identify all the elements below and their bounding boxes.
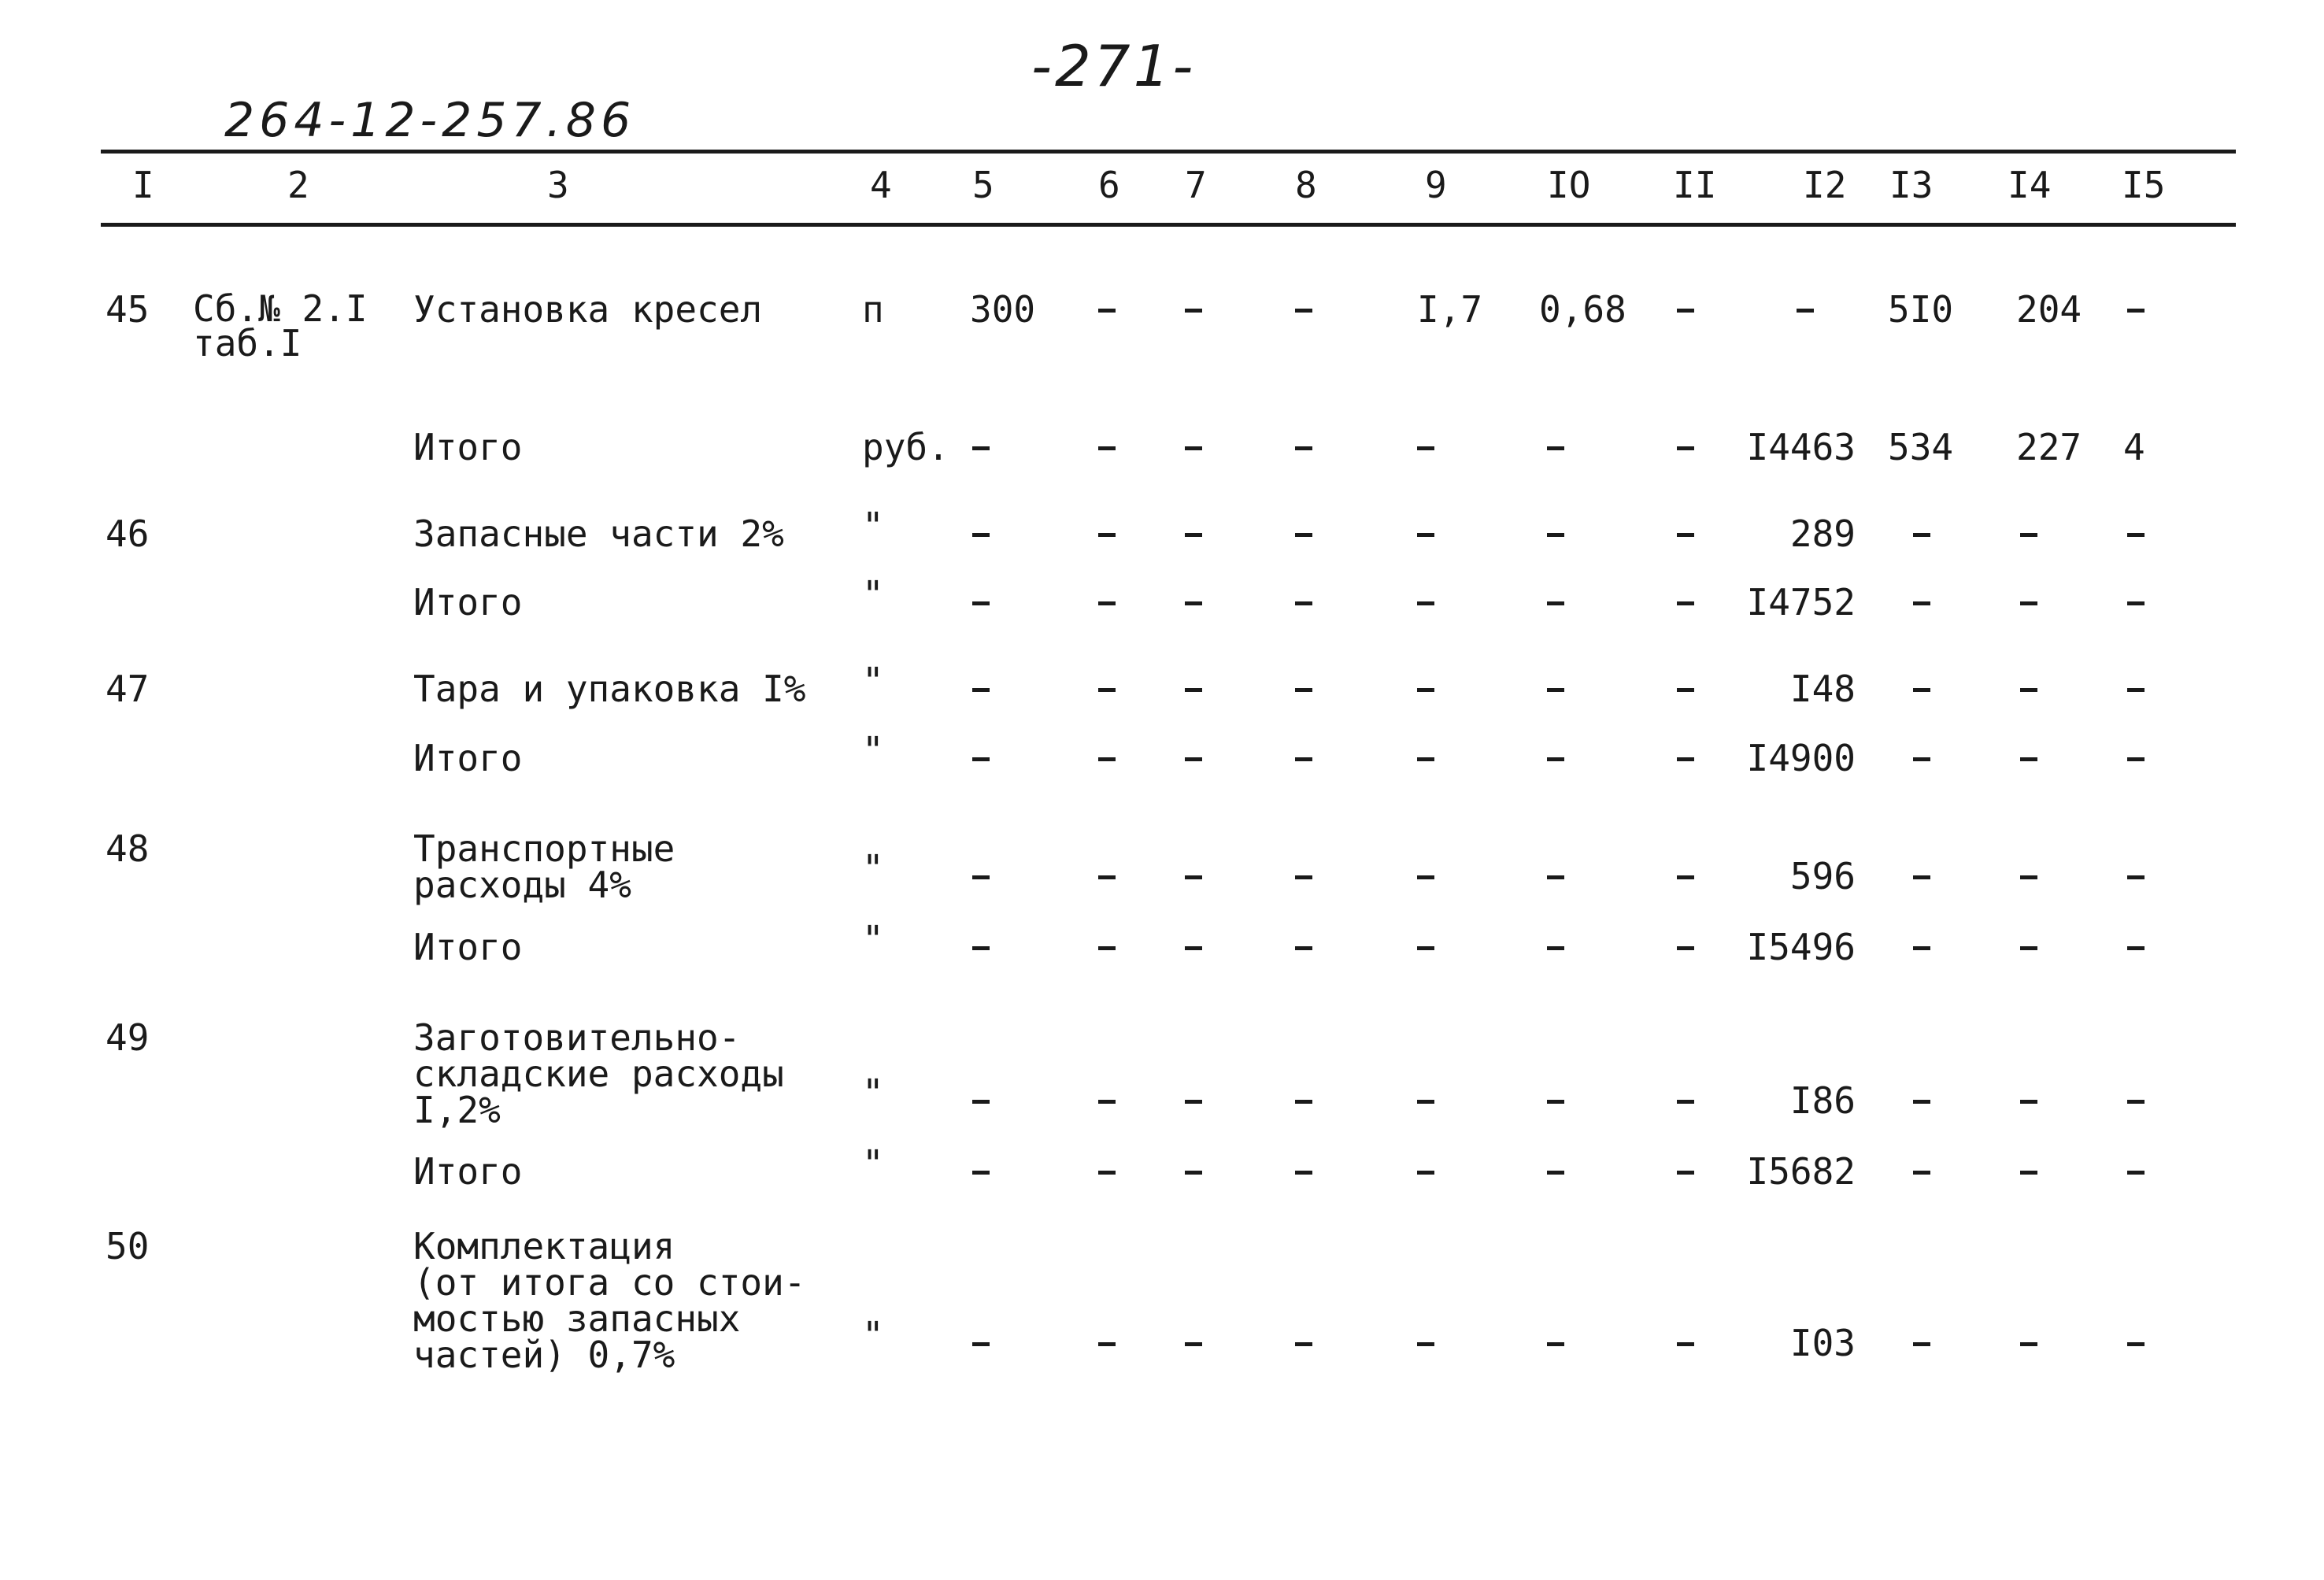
row-name: Итого [413, 926, 523, 968]
empty-value-dash [1417, 446, 1434, 450]
value-c14: 204 [2016, 288, 2082, 331]
empty-value-dash [2020, 946, 2037, 950]
empty-value-dash [1295, 875, 1312, 879]
empty-value-dash [972, 533, 990, 537]
empty-value-dash [972, 446, 990, 450]
row-name: Комплектация (от итога со стои- мостью запасных частей) 0,7% [413, 1225, 806, 1376]
empty-value-dash [1098, 601, 1116, 605]
empty-value-dash [1547, 1342, 1564, 1346]
value-c12: 289 [1789, 512, 1856, 555]
empty-value-dash [972, 601, 990, 605]
empty-value-dash [1677, 309, 1694, 313]
row-number: 48 [105, 827, 150, 870]
empty-value-dash [1913, 533, 1930, 537]
empty-value-dash [1547, 1171, 1564, 1175]
row-name: Транспортные расходы 4% [413, 827, 675, 906]
empty-value-dash [1547, 1100, 1564, 1104]
row-name: Итого [413, 426, 523, 468]
empty-value-dash [972, 1100, 990, 1104]
row-name: Итого [413, 1150, 523, 1193]
empty-value-dash [1417, 875, 1434, 879]
column-header: 2 [287, 164, 309, 206]
empty-value-dash [2020, 757, 2037, 761]
empty-value-dash [1295, 601, 1312, 605]
column-header: I [132, 164, 154, 206]
empty-value-dash [1185, 446, 1202, 450]
empty-value-dash [1677, 446, 1694, 450]
empty-value-dash [1098, 946, 1116, 950]
empty-value-dash [1677, 946, 1694, 950]
empty-value-dash [2127, 1171, 2145, 1175]
empty-value-dash [1417, 601, 1434, 605]
value-c12: 596 [1789, 855, 1856, 897]
column-header: I2 [1803, 164, 1847, 206]
value-c5: 300 [970, 288, 1036, 331]
empty-value-dash [2020, 1342, 2037, 1346]
value-c12: I4463 [1746, 426, 1856, 468]
empty-value-dash [1547, 946, 1564, 950]
row-name: Установка кресел [413, 288, 763, 331]
empty-value-dash [2127, 309, 2145, 313]
row-number: 46 [105, 512, 150, 555]
row-unit: " [862, 660, 884, 702]
empty-value-dash [1417, 1342, 1434, 1346]
empty-value-dash [1185, 309, 1202, 313]
empty-value-dash [2127, 601, 2145, 605]
empty-value-dash [1295, 688, 1312, 692]
empty-value-dash [1098, 688, 1116, 692]
empty-value-dash [2020, 875, 2037, 879]
empty-value-dash [1098, 533, 1116, 537]
row-unit: " [862, 505, 884, 547]
empty-value-dash [1417, 1171, 1434, 1175]
empty-value-dash [1098, 309, 1116, 313]
column-header: 6 [1098, 164, 1120, 206]
empty-value-dash [972, 688, 990, 692]
value-c13: 534 [1888, 426, 1954, 468]
empty-value-dash [972, 946, 990, 950]
empty-value-dash [1913, 1100, 1930, 1104]
empty-value-dash [1185, 1171, 1202, 1175]
row-unit: " [862, 1071, 884, 1114]
row-unit: " [862, 847, 884, 890]
empty-value-dash [1677, 1100, 1694, 1104]
empty-value-dash [1098, 757, 1116, 761]
empty-value-dash [1547, 601, 1564, 605]
value-c13: 5I0 [1888, 288, 1954, 331]
value-c12: I4752 [1746, 581, 1856, 623]
empty-value-dash [1295, 533, 1312, 537]
empty-value-dash [1417, 1100, 1434, 1104]
empty-value-dash [972, 875, 990, 879]
row-unit: " [862, 918, 884, 960]
row-name: Тара и упаковка I% [413, 668, 806, 710]
value-c12: I5496 [1746, 926, 1856, 968]
empty-value-dash [1913, 1342, 1930, 1346]
empty-value-dash [1547, 533, 1564, 537]
empty-value-dash [1417, 946, 1434, 950]
column-header: II [1673, 164, 1717, 206]
empty-value-dash [1417, 757, 1434, 761]
row-number: 49 [105, 1016, 150, 1059]
empty-value-dash [1185, 688, 1202, 692]
row-unit: " [862, 729, 884, 771]
empty-value-dash [2020, 533, 2037, 537]
empty-value-dash [1185, 601, 1202, 605]
empty-value-dash [1417, 688, 1434, 692]
value-c12: I86 [1789, 1079, 1856, 1122]
empty-value-dash [1547, 875, 1564, 879]
empty-value-dash [2127, 946, 2145, 950]
empty-value-dash [1295, 1342, 1312, 1346]
empty-value-dash [1295, 309, 1312, 313]
empty-value-dash [1098, 1100, 1116, 1104]
row-name: Итого [413, 737, 523, 779]
column-header: 8 [1295, 164, 1317, 206]
empty-value-dash [1295, 446, 1312, 450]
empty-value-dash [972, 1171, 990, 1175]
value-c12: I48 [1789, 668, 1856, 710]
empty-value-dash [1295, 1100, 1312, 1104]
value-c9: I,7 [1417, 288, 1483, 331]
empty-value-dash [1677, 875, 1694, 879]
empty-value-dash [1185, 757, 1202, 761]
column-header: I4 [2008, 164, 2052, 206]
empty-value-dash [1677, 601, 1694, 605]
empty-value-dash [1185, 946, 1202, 950]
empty-value-dash [972, 1342, 990, 1346]
value-c14: 227 [2016, 426, 2082, 468]
empty-value-dash [2127, 757, 2145, 761]
empty-value-dash [1098, 1171, 1116, 1175]
empty-value-dash [2127, 1342, 2145, 1346]
column-header: I3 [1889, 164, 1934, 206]
row-source: Сб.№ 2.I таб.I [193, 287, 368, 364]
row-unit: " [862, 1142, 884, 1185]
row-name: Запасные части 2% [413, 512, 784, 555]
empty-value-dash [2020, 1100, 2037, 1104]
empty-value-dash [1677, 1171, 1694, 1175]
empty-value-dash [1547, 757, 1564, 761]
empty-value-dash [1677, 757, 1694, 761]
row-number: 47 [105, 668, 150, 710]
empty-value-dash [1677, 688, 1694, 692]
column-header: 7 [1185, 164, 1207, 206]
empty-value-dash [1185, 1342, 1202, 1346]
page-number: -271- [1031, 33, 1197, 99]
empty-value-dash [1185, 1100, 1202, 1104]
empty-value-dash [1098, 446, 1116, 450]
row-name: Заготовительно- складские расходы I,2% [413, 1016, 784, 1131]
value-c10: 0,68 [1539, 288, 1626, 331]
empty-value-dash [1913, 946, 1930, 950]
empty-value-dash [1797, 309, 1814, 313]
value-c15: 4 [2123, 426, 2145, 468]
empty-value-dash [1913, 1171, 1930, 1175]
value-c12: I5682 [1746, 1150, 1856, 1193]
row-unit: п [862, 288, 884, 331]
value-c12: I03 [1789, 1322, 1856, 1364]
empty-value-dash [2020, 601, 2037, 605]
empty-value-dash [1547, 688, 1564, 692]
empty-value-dash [2127, 533, 2145, 537]
empty-value-dash [2127, 1100, 2145, 1104]
empty-value-dash [972, 757, 990, 761]
empty-value-dash [1913, 601, 1930, 605]
empty-value-dash [1098, 875, 1116, 879]
empty-value-dash [1547, 446, 1564, 450]
empty-value-dash [1913, 757, 1930, 761]
row-unit: " [862, 573, 884, 616]
column-header: I5 [2122, 164, 2166, 206]
document-code: 264-12-257.86 [224, 93, 636, 148]
column-header: 9 [1425, 164, 1447, 206]
empty-value-dash [1677, 533, 1694, 537]
empty-value-dash [1913, 875, 1930, 879]
empty-value-dash [1295, 1171, 1312, 1175]
column-header: 3 [547, 164, 569, 206]
row-unit: " [862, 1314, 884, 1356]
value-c12: I4900 [1746, 737, 1856, 779]
empty-value-dash [2127, 688, 2145, 692]
empty-value-dash [1185, 875, 1202, 879]
row-name: Итого [413, 581, 523, 623]
empty-value-dash [1295, 757, 1312, 761]
row-number: 50 [105, 1225, 150, 1267]
column-header: 4 [870, 164, 892, 206]
empty-value-dash [1913, 688, 1930, 692]
empty-value-dash [1185, 533, 1202, 537]
empty-value-dash [1098, 1342, 1116, 1346]
empty-value-dash [2020, 688, 2037, 692]
column-header: 5 [972, 164, 994, 206]
column-header: IO [1547, 164, 1591, 206]
empty-value-dash [1295, 946, 1312, 950]
empty-value-dash [2127, 875, 2145, 879]
empty-value-dash [1417, 533, 1434, 537]
empty-value-dash [1677, 1342, 1694, 1346]
row-unit: руб. [862, 426, 949, 468]
row-number: 45 [105, 288, 150, 331]
empty-value-dash [2020, 1171, 2037, 1175]
